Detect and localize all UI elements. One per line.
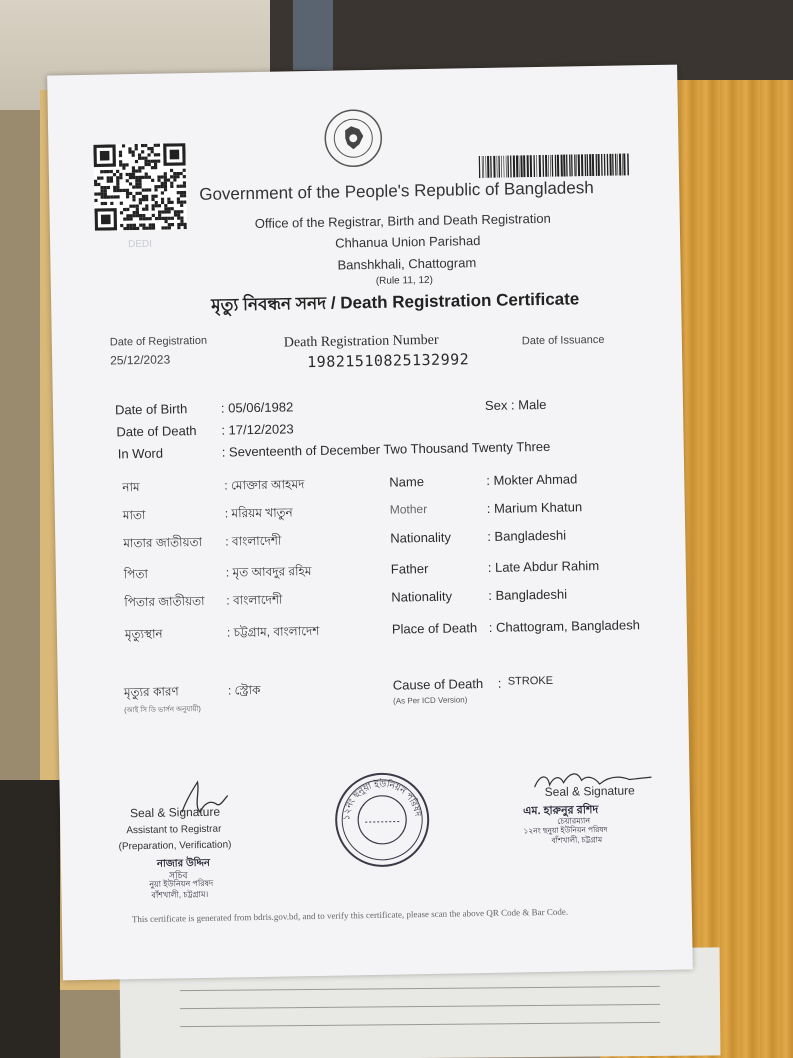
seal-ring-text: ১২নং ছনুয়া ইউনিয়ন পরিষদ [341, 778, 424, 821]
detail-bn-value: : মরিয়ম খাতুন [224, 505, 293, 521]
right-stamp [515, 800, 646, 850]
cause-en-note: (As Per ICD Version) [393, 695, 468, 706]
detail-bn-value: : বাংলাদেশী [225, 533, 282, 549]
verification-footer: This certificate is generated from bdris.gov.bd, and to verify this certificate, please scan the above QR Code & Bar Code. [131, 906, 569, 925]
in-word-label: In Word [117, 445, 164, 462]
death-certificate [47, 65, 693, 981]
left-stamp-place: বাঁশখালী, চট্টগ্রাম। [151, 889, 209, 900]
sex-value: Sex : Male [484, 396, 547, 413]
cause-bn-label: মৃত্যুর কারণ [123, 684, 179, 700]
detail-en-label: Place of Death [391, 620, 478, 637]
detail-bn-value: : মৃত আবদুর রহিম [225, 564, 312, 580]
government-seal-icon [323, 108, 384, 169]
registration-date-label: Date of Registration [109, 334, 208, 349]
place-heading: Banshkhali, Chattogram [337, 255, 477, 273]
rule-text: (Rule 11, 12) [375, 274, 433, 287]
detail-bn-value: : বাংলাদেশী [226, 592, 283, 608]
detail-bn-label: নাম [122, 480, 140, 495]
detail-en-label: Nationality [390, 529, 452, 546]
detail-en-label: Nationality [391, 588, 453, 605]
left-stamp [129, 855, 240, 907]
detail-en-label: Mother [389, 502, 428, 517]
detail-bn-label: পিতার জাতীয়তা [124, 593, 205, 610]
detail-en-value: : Bangladeshi [487, 527, 567, 544]
dod-value: : 17/12/2023 [221, 421, 294, 438]
union-seal-stamp [331, 769, 433, 871]
cause-en-value: STROKE [507, 674, 554, 688]
detail-en-label: Name [389, 474, 425, 490]
right-seal-title: Seal & Signature [544, 783, 635, 799]
left-stamp-role: সচিব [169, 870, 188, 881]
right-stamp-role: চেয়ারম্যান [557, 816, 591, 826]
right-stamp-org: ১২নং ছনুয়া ইউনিয়ন পরিষদ [523, 824, 608, 836]
registration-date-value: 25/12/2023 [110, 352, 171, 368]
barcode [479, 153, 629, 178]
right-stamp-place: বাঁশখালী, চট্টগ্রাম [551, 834, 603, 845]
certificate-title: মৃত্যু নিবন্ধন সনদ / Death Registration Certificate [211, 289, 580, 315]
union-heading: Chhanua Union Parishad [334, 233, 481, 251]
dod-label: Date of Death [116, 423, 197, 440]
left-role: Assistant to Registrar [126, 823, 222, 837]
detail-en-label: Father [390, 560, 429, 577]
left-seal-title: Seal & Signature [129, 804, 221, 821]
dob-label: Date of Birth [114, 401, 188, 418]
registration-number-value: 19821510825132992 [307, 350, 470, 372]
background-shadow [0, 780, 60, 1058]
detail-en-value: : Chattogram, Bangladesh [488, 617, 641, 635]
detail-bn-value: : মোক্তার আহমদ [224, 477, 305, 493]
office-heading: Office of the Registrar, Birth and Death Registration [254, 210, 551, 231]
cause-bn-note: (আই সি ডি ভার্সন অনুযায়ী) [124, 705, 201, 715]
detail-bn-label: পিতা [123, 566, 149, 582]
government-heading: Government of the People's Republic of Bangladesh [199, 178, 594, 204]
in-word-value: : Seventeenth of December Two Thousand Twenty Three [221, 438, 551, 460]
qr-code [93, 143, 186, 231]
background-window-frame [293, 0, 333, 70]
issuance-date-label: Date of Issuance [521, 333, 605, 348]
detail-en-value: : Mokter Ahmad [486, 471, 578, 488]
left-role-sub: (Preparation, Verification) [118, 839, 232, 853]
left-stamp-org: নুয়া ইউনিয়ন পরিষদ [149, 878, 214, 889]
detail-en-value: : Late Abdur Rahim [487, 558, 600, 575]
detail-bn-label: মাতার জাতীয়তা [123, 534, 203, 551]
dob-value: : 05/06/1982 [220, 399, 294, 416]
cause-en-label: Cause of Death [392, 676, 484, 693]
cause-en-colon: : [497, 675, 502, 691]
right-stamp-name: এম. হারুনুর রশিদ [522, 804, 599, 818]
detail-en-value: : Marium Khatun [486, 499, 583, 516]
detail-bn-label: মৃত্যুস্থান [124, 626, 163, 642]
cause-bn-value: : স্ট্রোক [227, 682, 261, 698]
detail-en-value: : Bangladeshi [488, 586, 568, 603]
detail-bn-label: মাতা [122, 507, 146, 523]
watermark-text: DEDI [128, 238, 153, 251]
registration-number-label: Death Registration Number [283, 332, 439, 351]
left-stamp-name: নাজার উদ্দিন [156, 857, 211, 870]
detail-bn-value: : চট্টগ্রাম, বাংলাদেশ [226, 623, 320, 640]
